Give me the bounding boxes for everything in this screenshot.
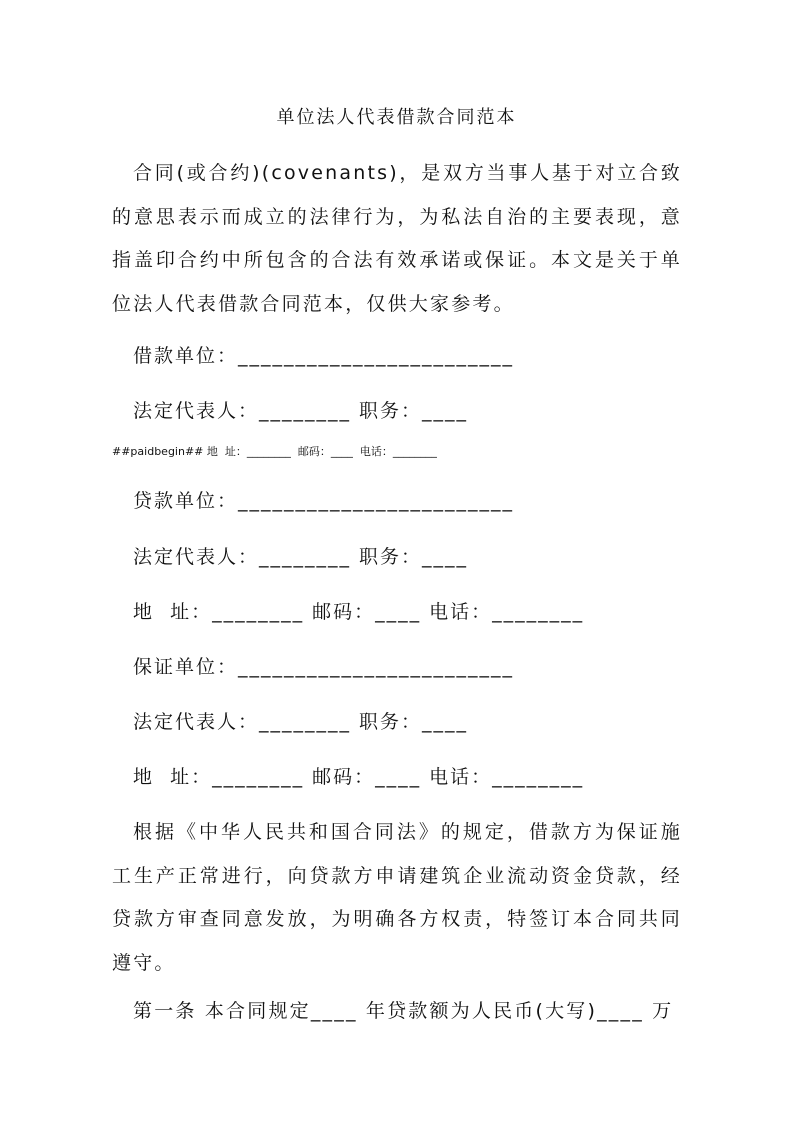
document-title: 单位法人代表借款合同范本 [276, 107, 517, 128]
lender-rep-line: 法定代表人：________ 职务：____ [133, 546, 469, 568]
lender-unit-line: 贷款单位：________________________ [133, 490, 515, 512]
intro-paragraph: 合同(或合约)(covenants)，是双方当事人基于对立合致的意思表示而成立的法律行为，为私法自治的主要表现，意指盖印合约中所包含的合法有效承诺或保证。本文是关于单位法人代表借款合同范本，仅供大家参考。 [112, 162, 682, 315]
lender-address-line: 地 址：________ 邮码：____ 电话：________ [133, 601, 585, 623]
guarantor-unit-line: 保证单位：________________________ [133, 656, 515, 678]
borrower-address-line: ##paidbegin## 地 址：________ 邮码：____ 电话：________ [112, 445, 437, 458]
borrower-rep-line: 法定代表人：________ 职务：____ [133, 400, 469, 422]
borrower-unit-line: 借款单位：________________________ [133, 345, 515, 367]
guarantor-address-line: 地 址：________ 邮码：____ 电话：________ [133, 766, 585, 788]
article-1-paragraph: 第一条 本合同规定____ 年贷款额为人民币(大写)____ 万 [133, 1000, 674, 1022]
guarantor-rep-line: 法定代表人：________ 职务：____ [133, 711, 469, 733]
basis-paragraph: 根据《中华人民共和国合同法》的规定，借款方为保证施工生产正常进行，向贷款方申请建筑企业流动资金贷款，经贷款方审查同意发放，为明确各方权责，特签订本合同共同遵守。 [112, 821, 682, 974]
